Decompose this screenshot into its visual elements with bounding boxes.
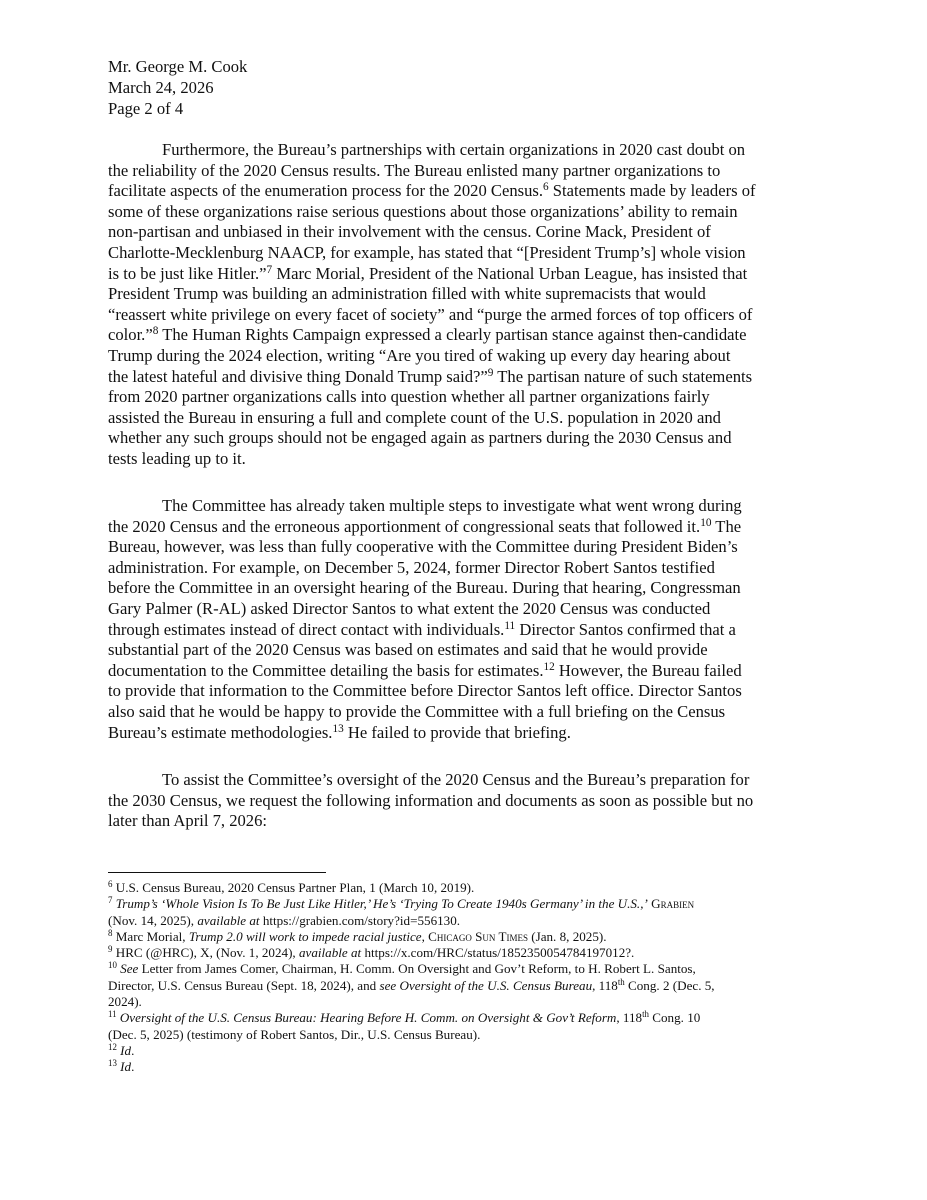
footnote-url: https://grabien.com/story?id=556130. bbox=[259, 912, 461, 928]
footnote-ref: 8 bbox=[152, 325, 159, 338]
text-segment: Statements made by leaders of bbox=[548, 181, 756, 201]
footnote-signal: available at bbox=[194, 912, 260, 928]
footnote-number: 9 bbox=[108, 944, 113, 955]
paragraph-partner-organizations bbox=[108, 140, 824, 470]
footnote-number: 8 bbox=[108, 928, 113, 938]
footnote-10-continued bbox=[108, 978, 824, 994]
footnote-11 bbox=[108, 1010, 824, 1026]
text-line: whether any such groups should not be engaged again as partners during the 2030 Census and bbox=[108, 428, 732, 448]
footnote-text: . bbox=[131, 1059, 135, 1075]
footnote-text: , bbox=[421, 928, 429, 944]
footnote-source: Chicago Sun Times bbox=[428, 928, 528, 944]
footnote-13 bbox=[108, 1059, 824, 1075]
footnote-signal: available at bbox=[295, 945, 362, 961]
text-segment: The partisan nature of such statements bbox=[493, 366, 753, 386]
text-line bbox=[108, 620, 824, 641]
text-line: later than April 7, 2026: bbox=[108, 811, 267, 831]
text-line: to provide that information to the Committee before Director Santos left office. Director Santos bbox=[108, 681, 742, 701]
text-line: The Committee has already taken multiple steps to investigate what went wrong during bbox=[162, 496, 742, 515]
text-line bbox=[108, 517, 824, 538]
footnote-text: (Nov. 14, 2025), bbox=[108, 912, 195, 928]
footnote-ref: 6 bbox=[543, 180, 549, 193]
paragraph-request bbox=[108, 770, 824, 832]
text-line: the reliability of the 2020 Census results. The Bureau enlisted many partner organizations to bbox=[108, 160, 721, 180]
footnote-text: HRC (@HRC), X, (Nov. 1, 2024), bbox=[115, 945, 296, 961]
footnote-url: https://x.com/HRC/status/1852350054784197012?. bbox=[361, 945, 635, 961]
footnote-ref: 12 bbox=[543, 660, 555, 673]
footnote-title: Trump’s ‘Whole Vision Is To Be Just Like Hitler,’ He’s ‘Trying To Create 1940s Germany’ in the U.S.,’ bbox=[115, 896, 648, 912]
text-segment: The Human Rights Campaign expressed a clearly partisan stance against then-candidate bbox=[158, 325, 747, 345]
footnote-ref: 10 bbox=[700, 516, 712, 529]
text-line bbox=[108, 723, 824, 744]
footnote-number: 11 bbox=[108, 1009, 117, 1020]
text-segment: Marc Morial, President of the National Urban League, has insisted that bbox=[272, 263, 748, 283]
text-line bbox=[108, 661, 824, 682]
letter-date: March 24, 2026 bbox=[108, 78, 214, 97]
text-line bbox=[108, 367, 824, 388]
text-line: substantial part of the 2020 Census was based on estimates and said that he would provide bbox=[108, 640, 708, 660]
footnote-divider bbox=[108, 872, 326, 873]
footnote-7-continued bbox=[108, 913, 824, 929]
text-segment: The bbox=[711, 516, 742, 536]
footnote-ref: 11 bbox=[504, 619, 516, 632]
ordinal-suffix: th bbox=[642, 1009, 649, 1020]
text-line bbox=[108, 181, 824, 202]
page-number: Page 2 of 4 bbox=[108, 99, 184, 118]
text-segment: color.” bbox=[108, 325, 153, 345]
footnote-text: . bbox=[131, 1042, 135, 1058]
footnote-signal: Id bbox=[120, 1059, 132, 1075]
footnote-title: see Oversight of the U.S. Census Bureau bbox=[376, 977, 593, 993]
footnote-source: Grabien bbox=[647, 896, 695, 912]
footnote-text: Marc Morial, bbox=[115, 928, 186, 944]
footnote-text: Director, U.S. Census Bureau (Sept. 18, 2024), and bbox=[108, 977, 377, 993]
footnote-number: 7 bbox=[108, 895, 113, 906]
footnote-text: , 118 bbox=[616, 1010, 643, 1026]
footnote-text: 2024). bbox=[108, 994, 142, 1010]
footnote-signal: See bbox=[120, 961, 139, 977]
footnote-7 bbox=[108, 896, 824, 912]
text-segment: He failed to provide that briefing. bbox=[343, 722, 571, 742]
text-segment: is to be just like Hitler.” bbox=[108, 263, 267, 283]
footnote-8 bbox=[108, 929, 824, 945]
footnotes bbox=[108, 880, 824, 1076]
footnote-title: Oversight of the U.S. Census Bureau: Hearing Before H. Comm. on Oversight & Gov’t Reform bbox=[119, 1010, 617, 1026]
footnote-number: 6 bbox=[108, 879, 113, 890]
text-segment: Bureau’s estimate methodologies. bbox=[108, 722, 333, 742]
footnote-10-continued bbox=[108, 994, 824, 1010]
text-segment: However, the Bureau failed bbox=[554, 660, 742, 680]
paragraph-committee-investigation bbox=[108, 496, 824, 743]
text-line: assisted the Bureau in ensuring a full and complete count of the U.S. population in 2020 and bbox=[108, 407, 721, 427]
footnote-text: Cong. 2 (Dec. 5, bbox=[624, 977, 715, 993]
text-line: non-partisan and unbiased in their involvement with the census. Corine Mack, President of bbox=[108, 222, 711, 242]
text-line: Trump during the 2024 election, writing “Are you tired of waking up every day hearing about bbox=[108, 345, 731, 365]
footnote-text: U.S. Census Bureau, 2020 Census Partner Plan, 1 (March 10, 2019). bbox=[115, 880, 475, 895]
text-segment: facilitate aspects of the enumeration process for the 2020 Census. bbox=[108, 181, 543, 201]
text-line: Gary Palmer (R-AL) asked Director Santos to what extent the 2020 Census was conducted bbox=[108, 598, 711, 618]
footnote-number: 12 bbox=[108, 1042, 117, 1053]
text-line: also said that he would be happy to provide the Committee with a full briefing on the Census bbox=[108, 701, 726, 721]
text-segment: through estimates instead of direct contact with individuals. bbox=[108, 619, 505, 639]
text-line: “reassert white privilege on every facet of society” and “purge the armed forces of top officers of bbox=[108, 304, 753, 324]
footnote-signal: Id bbox=[120, 1042, 132, 1058]
footnote-12 bbox=[108, 1043, 824, 1059]
footnote-text: (Jan. 8, 2025). bbox=[527, 928, 607, 944]
footnote-number: 13 bbox=[108, 1058, 117, 1069]
text-segment: the 2020 Census and the erroneous apportionment of congressional seats that followed it. bbox=[108, 516, 701, 536]
letter-header bbox=[108, 56, 824, 119]
text-line: Bureau, however, was less than fully cooperative with the Committee during President Biden’s bbox=[108, 537, 738, 557]
text-line: administration. For example, on December 5, 2024, former Director Robert Santos testified bbox=[108, 557, 715, 577]
footnote-6 bbox=[108, 880, 824, 896]
text-line bbox=[108, 325, 824, 346]
text-line: Furthermore, the Bureau’s partnerships with certain organizations in 2020 cast doubt on bbox=[162, 140, 746, 159]
footnote-ref: 7 bbox=[266, 263, 273, 276]
text-line: tests leading up to it. bbox=[108, 448, 246, 468]
footnote-text: Cong. 10 bbox=[649, 1010, 701, 1026]
footnote-text: (Dec. 5, 2025) (testimony of Robert Santos, Dir., U.S. Census Bureau). bbox=[108, 1026, 481, 1042]
text-segment: documentation to the Committee detailing the basis for estimates. bbox=[108, 660, 544, 680]
footnote-ref: 9 bbox=[487, 366, 494, 379]
footnote-ref: 13 bbox=[332, 722, 344, 735]
text-line: Charlotte-Mecklenburg NAACP, for example, has stated that “[President Trump’s] whole vision bbox=[108, 242, 746, 262]
ordinal-suffix: th bbox=[617, 976, 625, 987]
text-segment: the latest hateful and divisive thing Donald Trump said?” bbox=[108, 366, 488, 386]
text-line: President Trump was building an administration filled with white supremacists that would bbox=[108, 284, 706, 304]
recipient-name: Mr. George M. Cook bbox=[108, 57, 248, 76]
text-line: before the Committee in an oversight hearing of the Bureau. During that hearing, Congressman bbox=[108, 578, 741, 598]
footnote-11-continued bbox=[108, 1027, 824, 1043]
footnote-10 bbox=[108, 961, 824, 977]
text-line bbox=[108, 264, 824, 285]
footnote-number: 10 bbox=[108, 960, 117, 971]
text-line: some of these organizations raise serious questions about those organizations’ ability to remain bbox=[108, 201, 738, 221]
text-line: from 2020 partner organizations calls into question whether all partner organizations fairly bbox=[108, 387, 710, 407]
footnote-9 bbox=[108, 945, 824, 961]
footnote-title: Trump 2.0 will work to impede racial justice bbox=[185, 928, 422, 944]
footnote-text: , 118 bbox=[592, 977, 618, 993]
text-line: To assist the Committee’s oversight of the 2020 Census and the Bureau’s preparation for bbox=[162, 770, 750, 789]
text-segment: Director Santos confirmed that a bbox=[515, 619, 736, 639]
text-line: the 2030 Census, we request the following information and documents as soon as possible but no bbox=[108, 790, 754, 810]
footnote-text: Letter from James Comer, Chairman, H. Comm. On Oversight and Gov’t Reform, to H. Robert L. Santos, bbox=[138, 961, 696, 977]
